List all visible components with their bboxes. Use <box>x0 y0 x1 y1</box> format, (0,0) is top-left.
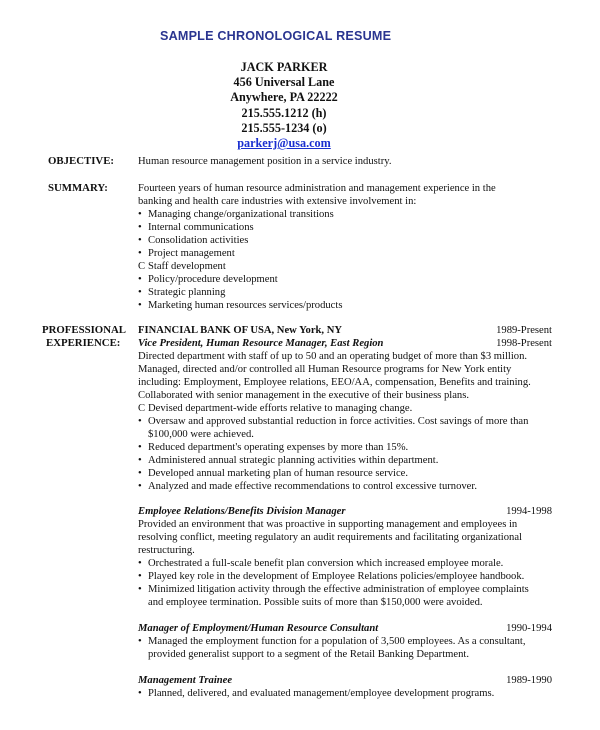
role-dates: 1989-1990 <box>506 675 552 686</box>
role-desc-line: Directed department with staff of up to 50 and an operating budget of more than $3 million. <box>138 351 528 362</box>
summary-list-item: • Internal communications <box>138 222 254 233</box>
summary-list-item: • Project management <box>138 248 235 259</box>
summary-intro-line: Fourteen years of human resource administration and management experience in the <box>138 183 496 194</box>
experience-section <box>138 324 558 493</box>
role-bullet-continuation: $100,000 were achieved. <box>148 429 254 440</box>
role-dates: 1998-Present <box>496 338 552 349</box>
role-row <box>138 505 558 518</box>
role-bullet-continuation: provided generalist support to a segment of the Retail Banking Department. <box>148 649 469 660</box>
role-desc-line: restructuring. <box>138 545 195 556</box>
role-title: Vice President, Human Resource Manager, East Region <box>138 338 384 349</box>
role-desc-line: Managed, directed and/or controlled all Human Resource programs for New York entity <box>138 364 512 375</box>
role-row <box>138 622 558 635</box>
role-desc-line: including: Employment, Employee relations, EEO/AA, compensation, Benefits and training. <box>138 377 531 388</box>
role4-section <box>138 674 558 700</box>
role-title: Management Trainee <box>138 675 233 686</box>
summary-list-item: • Marketing human resources services/products <box>138 300 343 311</box>
objective-text <box>138 155 558 168</box>
role-bullet: • Analyzed and made effective recommendations to control excessive turnover. <box>138 481 477 492</box>
summary-list-item: • Managing change/organizational transitions <box>138 209 334 220</box>
role-desc-line: Provided an environment that was proactive in supporting management and employees in <box>138 519 518 530</box>
contact-city: Anywhere, PA 22222 <box>230 90 338 105</box>
contact-phone-office: 215.555-1234 (o) <box>241 120 327 135</box>
role-bullet: • Minimized litigation activity through the effective administration of employee complaints <box>138 584 529 595</box>
role-dates: 1994-1998 <box>506 506 552 517</box>
summary-label: SUMMARY: <box>48 182 108 194</box>
contact-block <box>192 60 376 151</box>
role-bullet: • Developed annual marketing plan of human resource service. <box>138 468 409 479</box>
experience-label <box>42 324 126 350</box>
employer-row <box>138 324 558 337</box>
role-bullet: • Orchestrated a full-scale benefit plan conversion which increased employee morale. <box>138 558 504 569</box>
role-dates: 1990-1994 <box>506 623 552 634</box>
employer-name: FINANCIAL BANK OF USA, New York, NY <box>138 325 343 336</box>
summary-intro-line: banking and health care industries with extensive involvement in: <box>138 196 417 207</box>
role-bullet: • Administered annual strategic planning activities within department. <box>138 455 439 466</box>
role-bullet: C Devised department-wide efforts relative to managing change. <box>138 403 413 414</box>
role-bullet: • Managed the employment function for a population of 3,500 employees. As a consultant, <box>138 636 526 647</box>
contact-phone-home: 215.555.1212 (h) <box>241 105 327 120</box>
experience-label-line2: EXPERIENCE: <box>46 337 121 349</box>
summary-list-item: C Staff development <box>138 261 226 272</box>
role-row <box>138 674 558 687</box>
document-title: SAMPLE CHRONOLOGICAL RESUME <box>160 29 392 43</box>
summary-section <box>138 182 558 312</box>
contact-name: JACK PARKER <box>240 60 328 74</box>
role-bullet: • Played key role in the development of Employee Relations policies/employee handbook. <box>138 571 525 582</box>
role2-section <box>138 505 558 609</box>
summary-list-item: • Policy/procedure development <box>138 274 278 285</box>
contact-email-link[interactable]: parkerj@usa.com <box>237 136 331 151</box>
contact-street: 456 Universal Lane <box>233 75 335 90</box>
role-desc-line: resolving conflict, meeting regulatory an audit requirements and facilitating organizational <box>138 532 522 543</box>
role-title: Manager of Employment/Human Resource Consultant <box>138 623 379 634</box>
role3-section <box>138 622 558 661</box>
role-desc-line: Collaborated with senior management in the executive of their business plans. <box>138 390 469 401</box>
role-bullet-continuation: and employee termination. Possible suits of more than $150,000 were avoided. <box>148 597 483 608</box>
employer-dates: 1989-Present <box>496 325 552 336</box>
role-row <box>138 337 558 350</box>
objective-label: OBJECTIVE: <box>48 155 114 167</box>
summary-list-item: • Consolidation activities <box>138 235 249 246</box>
role-bullet: • Oversaw and approved substantial reduction in force activities. Cost savings of more than <box>138 416 529 427</box>
objective-line: Human resource management position in a service industry. <box>138 156 392 167</box>
experience-label-line1: PROFESSIONAL <box>42 324 126 336</box>
role-title: Employee Relations/Benefits Division Manager <box>138 506 346 517</box>
role-bullet: • Reduced department's operating expenses by more than 15%. <box>138 442 409 453</box>
summary-list-item: • Strategic planning <box>138 287 226 298</box>
role-bullet: • Planned, delivered, and evaluated management/employee development programs. <box>138 688 495 699</box>
